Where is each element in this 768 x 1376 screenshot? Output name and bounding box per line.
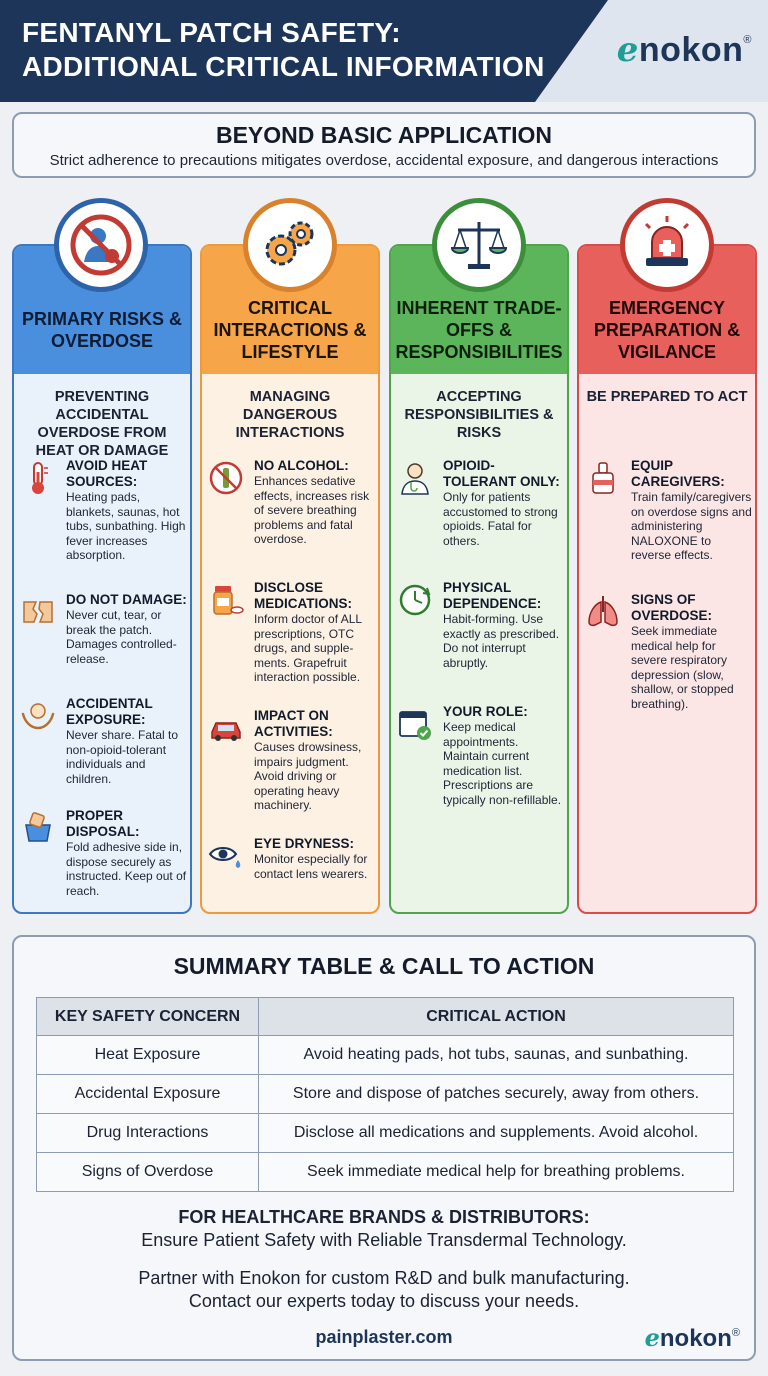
title-line-1: FENTANYL PATCH SAFETY: <box>22 17 401 48</box>
item-text: Enhances sedative effects, increases risk of severe breathing problems and fatal overdose. <box>254 474 370 547</box>
lungs-icon <box>585 594 621 630</box>
item-title: DISCLOSE MEDICATIONS: <box>254 580 352 611</box>
table-cell: Avoid heating pads, hot tubs, saunas, and sunbathing. <box>259 1036 734 1075</box>
item-text: Only for patients accustomed to strong opioids. Fatal for others. <box>443 490 558 548</box>
logo-initial: e <box>616 30 639 70</box>
siren-badge-icon <box>620 198 714 292</box>
item-text: Fold adhesive side in, dispose securely as instructed. Keep out of reach. <box>66 840 187 898</box>
enokon-logo[interactable] <box>617 30 752 70</box>
calendar-check-icon <box>397 706 433 742</box>
item-title: EQUIP CAREGIVERS: <box>631 458 725 489</box>
hands-child-icon <box>20 698 56 734</box>
prohibited-person-icon <box>68 212 134 278</box>
column-header: KEY SAFETY CONCERN <box>37 998 259 1036</box>
naloxone-spray-icon <box>585 460 621 496</box>
emergency-siren-icon <box>634 212 700 278</box>
enokon-logo-footer[interactable] <box>645 1323 740 1353</box>
list-item <box>208 836 378 914</box>
list-item <box>397 458 567 578</box>
list-item <box>585 592 755 712</box>
page-title <box>22 16 582 84</box>
cta-line-2: Contact our experts today to discuss your needs. <box>188 1291 580 1311</box>
list-item <box>208 580 378 700</box>
list-item <box>208 458 378 578</box>
item-title: PROPER DISPOSAL: <box>66 808 140 839</box>
clock-cycle-icon <box>397 582 433 618</box>
item-text: Seek immediate medical help for severe respiratory depression (slow, shallow, or stopped breathing). <box>631 624 734 711</box>
item-text: Habit-forming. Use exactly as prescribed. Do not interrupt abruptly. <box>443 612 560 670</box>
scales-badge-icon <box>432 198 526 292</box>
table-cell: Seek immediate medical help for breathing problems. <box>259 1153 734 1192</box>
torn-patch-icon <box>20 594 56 630</box>
balance-scale-icon <box>446 212 512 278</box>
column-interactions <box>200 244 380 914</box>
website-link[interactable]: painplaster.com <box>315 1327 453 1347</box>
column-primary-risks <box>12 244 192 914</box>
doctor-icon <box>397 460 433 496</box>
title-line-2: ADDITIONAL CRITICAL INFORMATION <box>22 51 545 82</box>
table-cell: Signs of Overdose <box>37 1153 259 1192</box>
item-title: SIGNS OF OVERDOSE: <box>631 592 713 623</box>
column-trade-offs <box>389 244 569 914</box>
column-subtitle: ACCEPTING RESPONSIBILITIES & RISKS <box>404 389 554 441</box>
item-text: Causes drowsiness, impairs judgment. Avoid driving or operating heavy machinery. <box>254 740 362 813</box>
column-subtitle: BE PREPARED TO ACT <box>586 389 748 405</box>
table-cell: Heat Exposure <box>37 1036 259 1075</box>
table-row <box>37 1036 734 1075</box>
item-title: PHYSICAL DEPENDENCE: <box>443 580 542 611</box>
list-item <box>397 704 567 824</box>
summary-table <box>36 997 734 1192</box>
item-title: DO NOT DAMAGE: <box>66 592 187 607</box>
column-title: EMERGENCY PREPARATION & VIGILANCE <box>579 246 755 374</box>
summary-title: SUMMARY TABLE & CALL TO ACTION <box>173 953 595 979</box>
item-title: YOUR ROLE: <box>443 704 528 719</box>
column-subtitle: MANAGING DANGEROUS INTERACTIONS <box>235 389 345 441</box>
table-row <box>37 1153 734 1192</box>
list-item <box>20 592 190 712</box>
column-header: CRITICAL ACTION <box>259 998 734 1036</box>
list-item <box>20 458 190 578</box>
table-header-row <box>37 998 734 1036</box>
item-text: Monitor especially for contact lens wearers. <box>254 852 368 881</box>
list-item <box>208 708 378 828</box>
column-title: INHERENT TRADE-OFFS & RESPONSIBILITIES <box>391 246 567 374</box>
table-cell: Disclose all medications and supplements. Avoid alcohol. <box>259 1114 734 1153</box>
cta-subheading: Ensure Patient Safety with Reliable Transdermal Technology. <box>141 1230 627 1250</box>
eye-drop-icon <box>208 838 244 874</box>
list-item <box>20 808 190 914</box>
cta-paragraph <box>14 1267 754 1313</box>
table-cell: Store and dispose of patches securely, away from others. <box>259 1075 734 1114</box>
item-text: Never cut, tear, or break the patch. Damages controlled-release. <box>66 608 177 666</box>
item-text: Inform doctor of ALL prescriptions, OTC drugs, and supple-ments. Grapefruit interaction possible. <box>254 612 362 685</box>
table-cell: Accidental Exposure <box>37 1075 259 1114</box>
thermometer-icon <box>20 460 56 496</box>
item-text: Keep medical appointments. Maintain current medication list. Prescriptions are typically non-refillable. <box>443 720 562 807</box>
item-text: Never share. Fatal to non-opioid-tolerant individuals and children. <box>66 728 179 786</box>
disposal-bin-icon <box>20 810 56 846</box>
table-cell: Drug Interactions <box>37 1114 259 1153</box>
column-subtitle: PREVENTING ACCIDENTAL OVERDOSE FROM HEAT OR DAMAGE <box>35 389 169 459</box>
item-text: Heating pads, blankets, saunas, hot tubs, sunbathing. High fever increases absorption. <box>66 490 186 563</box>
column-title: CRITICAL INTERACTIONS & LIFESTYLE <box>202 246 378 374</box>
table-row <box>37 1114 734 1153</box>
header-banner <box>0 0 768 102</box>
column-emergency <box>577 244 757 914</box>
item-title: OPIOID-TOLERANT ONLY: <box>443 458 560 489</box>
car-icon <box>208 710 244 746</box>
column-title: PRIMARY RISKS & OVERDOSE <box>14 246 190 374</box>
call-to-action <box>14 1207 754 1313</box>
no-person-badge-icon <box>54 198 148 292</box>
intro-subtitle: Strict adherence to precautions mitigates overdose, accidental exposure, and dangerous interactions <box>49 152 719 169</box>
cta-heading: FOR HEALTHCARE BRANDS & DISTRIBUTORS: <box>178 1207 590 1227</box>
registered-mark: ® <box>743 34 752 46</box>
item-title: NO ALCOHOL: <box>254 458 349 473</box>
gears-badge-icon <box>243 198 337 292</box>
intro-box <box>12 112 756 178</box>
registered-mark: ® <box>731 1327 740 1339</box>
item-title: EYE DRYNESS: <box>254 836 355 851</box>
logo-text: nokon <box>659 1325 732 1352</box>
pill-bottle-icon <box>208 582 244 618</box>
no-alcohol-icon <box>208 460 244 496</box>
logo-initial: e <box>644 1323 660 1352</box>
logo-text: nokon <box>638 31 744 69</box>
list-item <box>585 458 755 578</box>
list-item <box>20 696 190 816</box>
table-row <box>37 1075 734 1114</box>
item-title: IMPACT ON ACTIVITIES: <box>254 708 333 739</box>
summary-section <box>12 935 756 1361</box>
gears-icon <box>257 212 323 278</box>
item-title: AVOID HEAT SOURCES: <box>66 458 148 489</box>
cta-line-1: Partner with Enokon for custom R&D and bulk manufacturing. <box>138 1268 630 1288</box>
item-title: ACCIDENTAL EXPOSURE: <box>66 696 153 727</box>
intro-title: BEYOND BASIC APPLICATION <box>215 122 553 148</box>
list-item <box>397 580 567 700</box>
item-text: Train family/caregivers on overdose signs and administering NALOXONE to reverse effects. <box>631 490 752 563</box>
